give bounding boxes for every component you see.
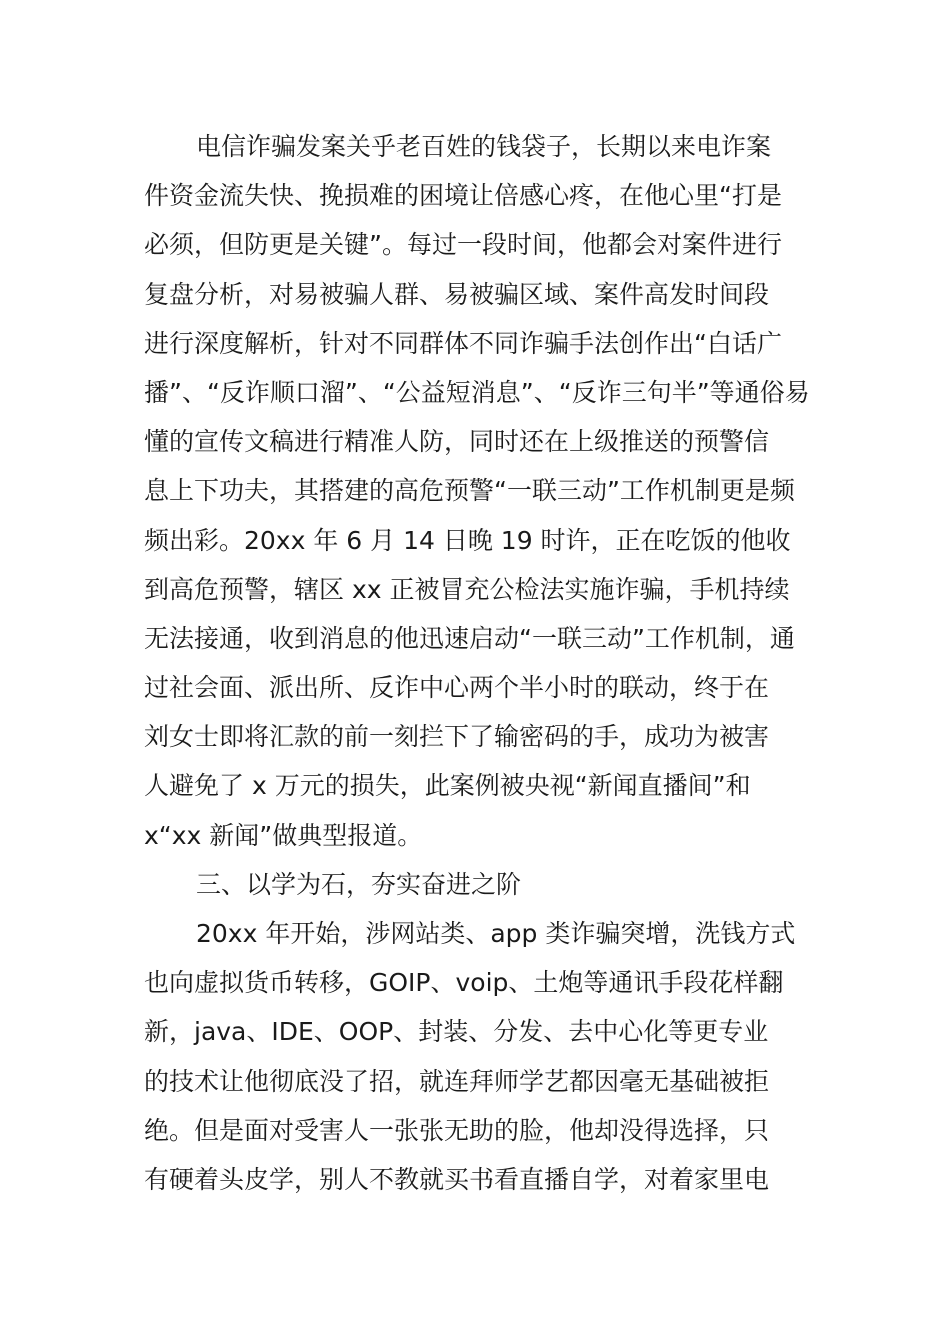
- body-text: [144, 122, 812, 1204]
- paragraph-line: 电信诈骗发案关乎老百姓的钱袋子，长期以来电诈案: [196, 132, 772, 161]
- paragraph-line: 懂的宣传文稿进行精准人防，同时还在上级推送的预警信: [144, 427, 770, 457]
- paragraph-line: x“xx 新闻”做典型报道。: [144, 820, 423, 850]
- paragraph-line: 绝。但是面对受害人一张张无助的脸，他却没得选择，只: [144, 1115, 770, 1145]
- paragraph-line: 无法接通，收到消息的他迅速启动“一联三动”工作机制，通: [144, 623, 795, 653]
- paragraph-line: 频出彩。20xx 年 6 月 14 日晚 19 时许，正在吃饭的他收: [144, 525, 791, 555]
- paragraph-line: 有硬着头皮学，别人不教就买书看直播自学，对着家里电: [144, 1164, 770, 1194]
- paragraph-line: 也向虚拟货币转移，GOIP、voip、土炮等通讯手段花样翻: [144, 968, 784, 998]
- paragraph-line: 过社会面、派出所、反诈中心两个半小时的联动，终于在: [144, 673, 770, 703]
- paragraph-line: 复盘分析，对易被骗人群、易被骗区域、案件高发时间段: [144, 279, 770, 309]
- paragraph-line: 人避免了 x 万元的损失，此案例被央视“新闻直播间”和: [144, 771, 751, 801]
- paragraph-line: 到高危预警，辖区 xx 正被冒充公检法实施诈骗，手机持续: [144, 574, 790, 604]
- paragraph-line: 新，java、IDE、OOP、封装、分发、去中心化等更专业: [144, 1017, 769, 1047]
- section-heading: 三、以学为石，夯实奋进之阶: [196, 869, 522, 899]
- paragraph-line: 件资金流失快、挽损难的困境让倍感心疼，在他心里“打是: [144, 181, 782, 211]
- paragraph-line: 20xx 年开始，涉网站类、app 类诈骗突增，洗钱方式: [196, 919, 796, 948]
- paragraph-line: 的技术让他彻底没了招，就连拜师学艺都因毫无基础被拒: [144, 1066, 770, 1096]
- paragraph-line: 进行深度解析，针对不同群体不同诈骗手法创作出“白话广: [144, 328, 782, 358]
- paragraph-line: 必须，但防更是关键”。每过一段时间，他都会对案件进行: [144, 230, 782, 260]
- paragraph-line: 息上下功夫，其搭建的高危预警“一联三动”工作机制更是频: [144, 476, 795, 506]
- paragraph-line: 播”、“反诈顺口溜”、“公益短消息”、“反诈三句半”等通俗易: [144, 377, 810, 407]
- paragraph-line: 刘女士即将汇款的前一刻拦下了输密码的手，成功为被害: [144, 722, 770, 752]
